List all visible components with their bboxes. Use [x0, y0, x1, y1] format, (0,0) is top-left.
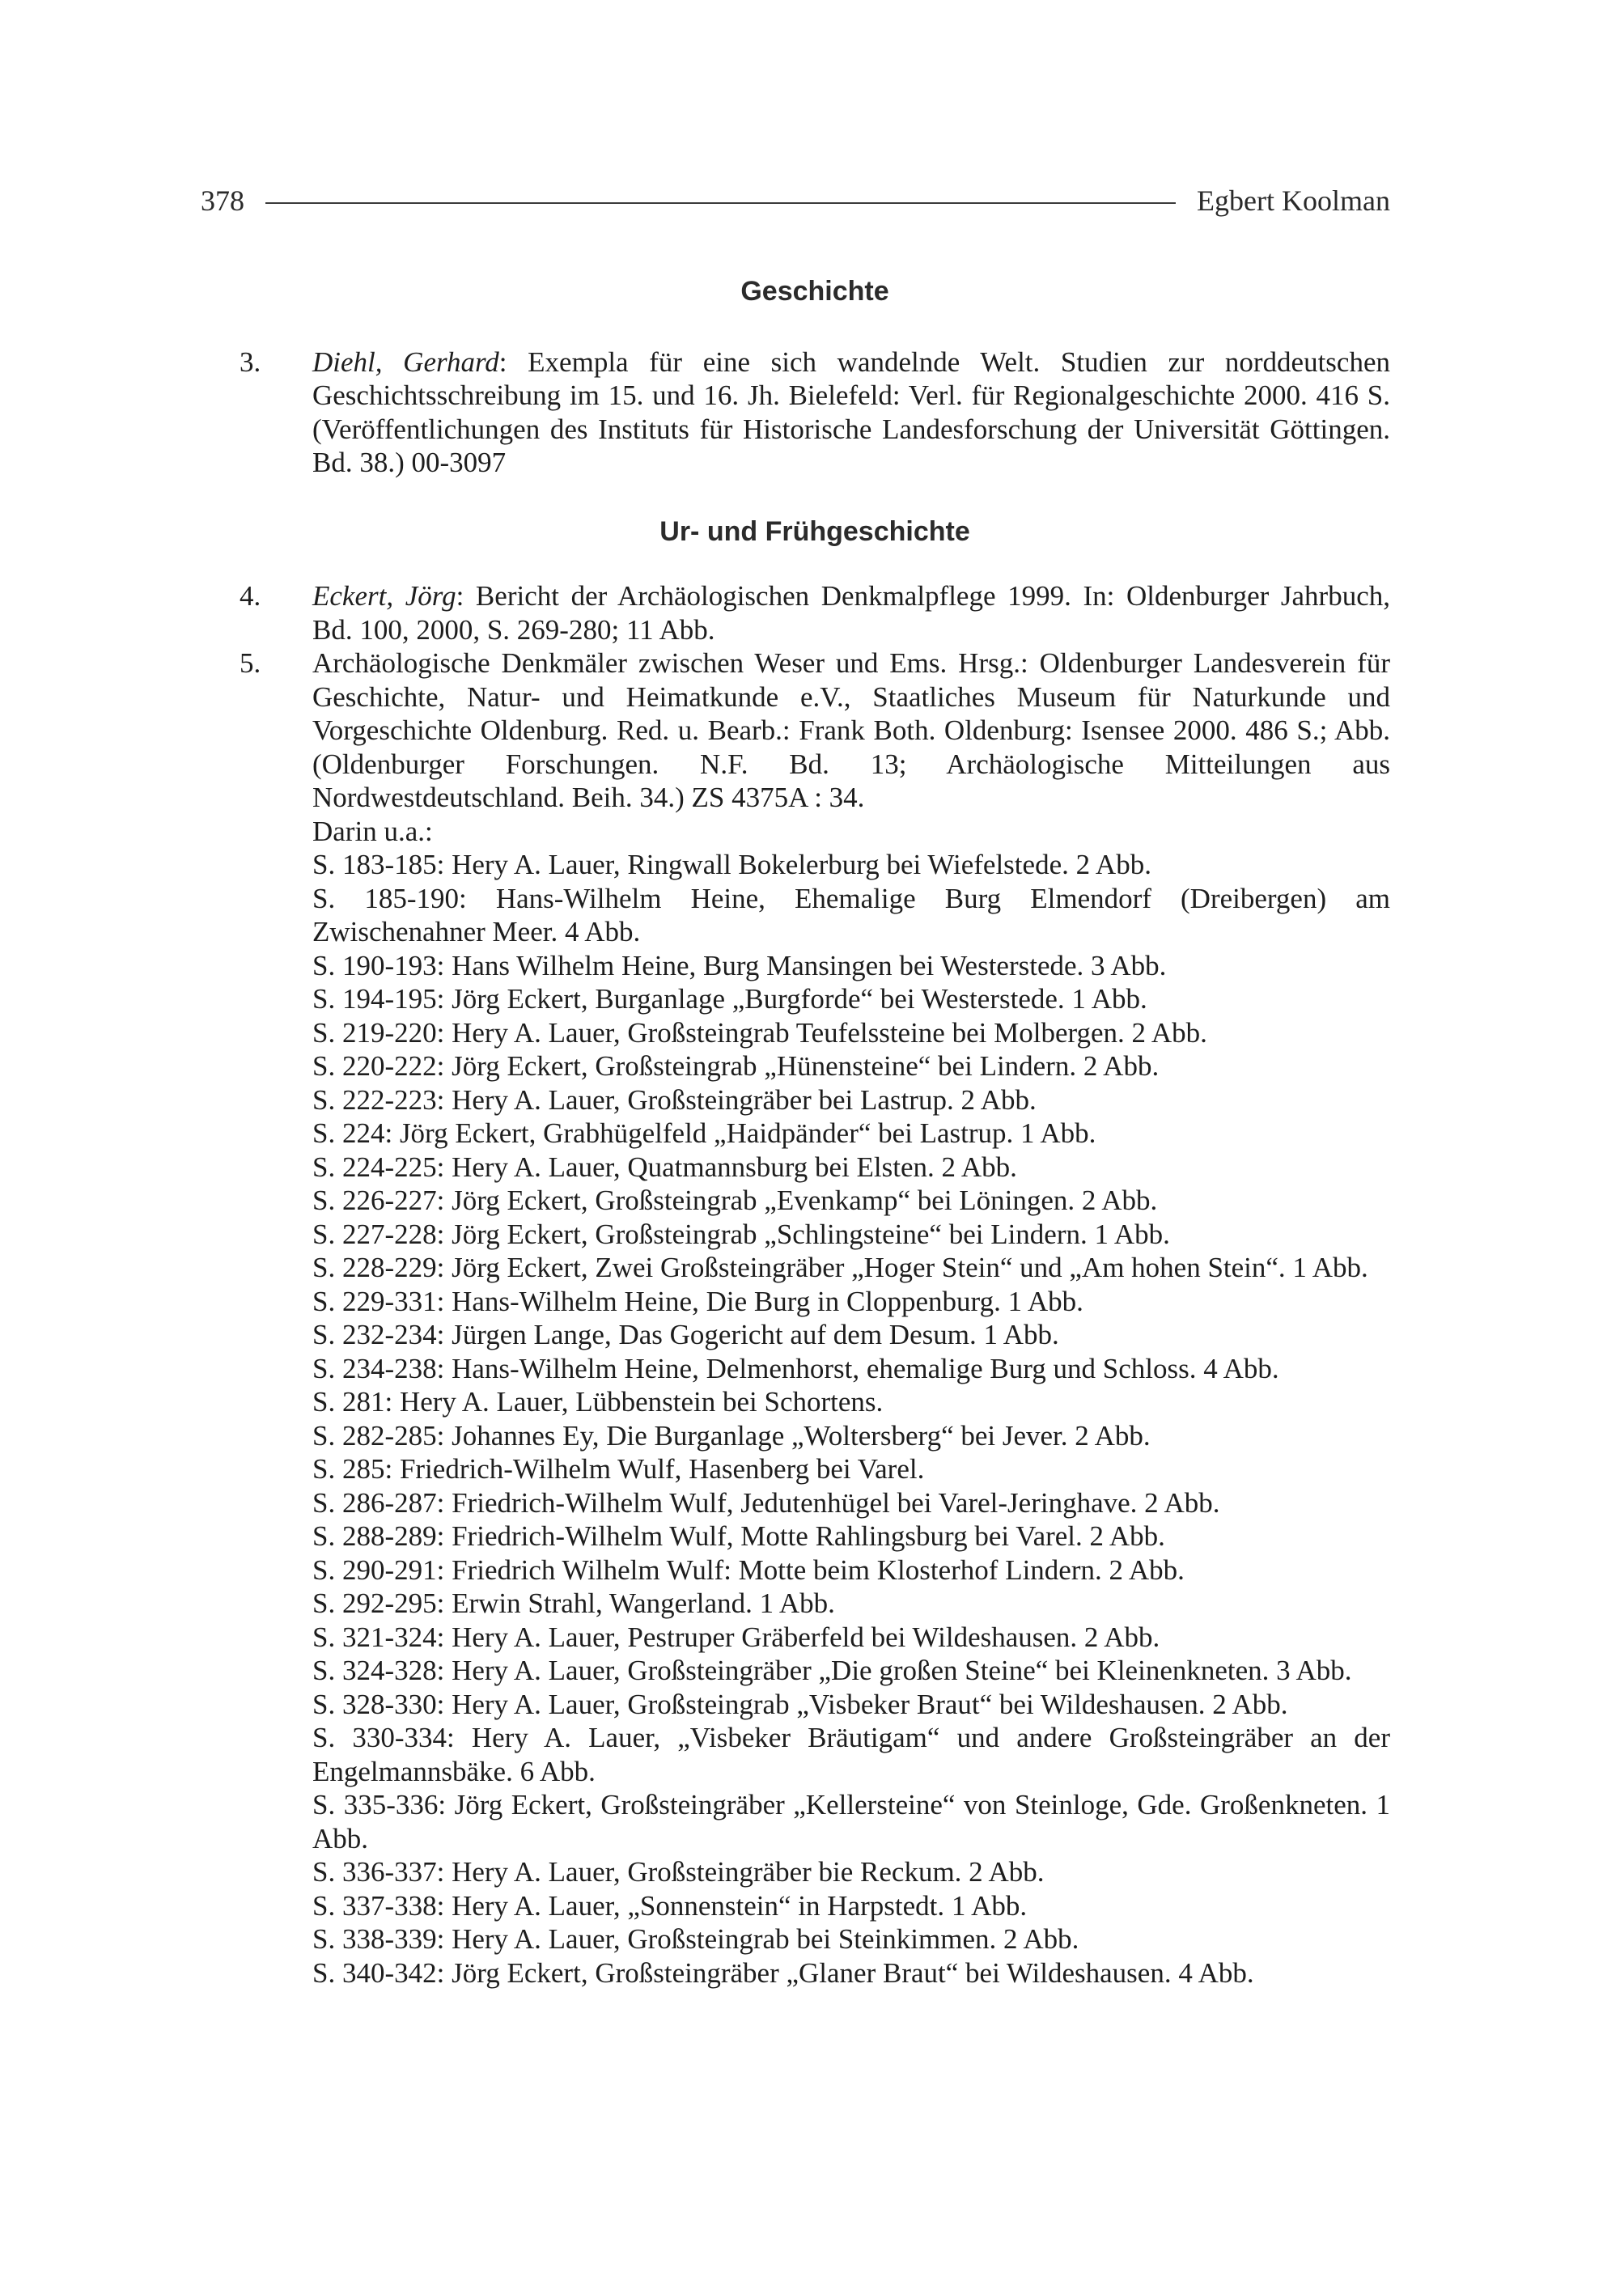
list-item: S. 190-193: Hans Wilhelm Heine, Burg Mansingen bei Westerstede. 3 Abb. [312, 949, 1167, 981]
list-item: S. 232-234: Jürgen Lange, Das Gogericht auf dem Desum. 1 Abb. [312, 1319, 1059, 1350]
darin-label: Darin u.a.: [312, 815, 433, 847]
list-item: S. 227-228: Jörg Eckert, Großsteingrab „Schlingsteine“ bei Lindern. 1 Abb. [312, 1218, 1170, 1250]
list-item: S. 286-287: Friedrich-Wilhelm Wulf, Jedutenhügel bei Varel-Jeringhave. 2 Abb. [312, 1486, 1220, 1519]
entry-number: 3. [240, 345, 261, 378]
list-item: S. 185-190: Hans-Wilhelm Heine, Ehemalige Burg Elmendorf (Dreibergen) am Zwischenahner Meer. 4 Abb. [312, 882, 1390, 947]
list-item: S. 337-338: Hery A. Lauer, „Sonnenstein“ in Harpstedt. 1 Abb. [312, 1889, 1028, 1922]
list-item: S. 224-225: Hery A. Lauer, Quatmannsburg bei Elsten. 2 Abb. [312, 1151, 1017, 1183]
list-item: S. 222-223: Hery A. Lauer, Großsteingräber bei Lastrup. 2 Abb. [312, 1083, 1037, 1116]
entry-text: : Bericht der Archäologischen Denkmalpflege 1999. In: Oldenburger Jahrbuch, Bd. 100, 2000, S. 269-280; 11 Abb. [312, 580, 1391, 646]
list-item: S. 194-195: Jörg Eckert, Burganlage „Burgforde“ bei Westerstede. 1 Abb. [312, 983, 1147, 1015]
list-item: S. 220-222: Jörg Eckert, Großsteingrab „Hünensteine“ bei Lindern. 2 Abb. [312, 1050, 1160, 1082]
entry-number: 4. [240, 580, 261, 612]
list-item: S. 226-227: Jörg Eckert, Großsteingrab „Evenkamp“ bei Löningen. 2 Abb. [312, 1185, 1158, 1216]
contents-list [312, 848, 1390, 1990]
list-item: S. 340-342: Jörg Eckert, Großsteingräber „Glaner Braut“ bei Wildeshausen. 4 Abb. [312, 1956, 1254, 1989]
running-head-author: Egbert Koolman [1197, 184, 1390, 217]
list-item: S. 336-337: Hery A. Lauer, Großsteingräber bie Reckum. 2 Abb. [312, 1856, 1045, 1888]
entry-text: : Exempla für eine sich wandelnde Welt. Studien zur norddeutschen Geschichtsschreibung im 15. und 16. Jh. Bielefeld: Verl. für Regionalgeschichte 2000. 416 S. (Veröffentlichungen des Instituts für Historische Landesforschung der Universität Göttingen. Bd. 38.) 00-3097 [312, 345, 1390, 478]
list-item: S. 328-330: Hery A. Lauer, Großsteingrab „Visbeker Braut“ bei Wildeshausen. 2 Abb. [312, 1688, 1288, 1720]
running-header [201, 178, 1390, 223]
list-item: S. 330-334: Hery A. Lauer, „Visbeker Bräutigam“ und andere Großsteingräber an der Engelmannsbäke. 6 Abb. [312, 1722, 1390, 1787]
entry-author: Eckert, Jörg [312, 580, 456, 612]
list-item: S. 282-285: Johannes Ey, Die Burganlage „Woltersberg“ bei Jever. 2 Abb. [312, 1419, 1151, 1452]
entry-number: 5. [240, 647, 261, 679]
entry-author: Diehl, Gerhard [312, 345, 499, 378]
page-body [240, 275, 1390, 1990]
list-item: S. 285: Friedrich-Wilhelm Wulf, Hasenberg bei Varel. [312, 1453, 925, 1485]
list-item: S. 183-185: Hery A. Lauer, Ringwall Bokelerburg bei Wiefelstede. 2 Abb. [312, 849, 1151, 880]
list-item: S. 224: Jörg Eckert, Grabhügelfeld „Haidpänder“ bei Lastrup. 1 Abb. [312, 1117, 1096, 1149]
list-item: S. 228-229: Jörg Eckert, Zwei Großsteingräber „Hoger Stein“ und „Am hohen Stein“. 1 Abb. [312, 1252, 1368, 1283]
header-rule [265, 202, 1176, 204]
list-item: S. 324-328: Hery A. Lauer, Großsteingräber „Die großen Steine“ bei Kleinenkneten. 3 Abb. [312, 1655, 1352, 1686]
list-item: S. 290-291: Friedrich Wilhelm Wulf: Motte beim Klosterhof Lindern. 2 Abb. [312, 1553, 1185, 1586]
list-item: S. 321-324: Hery A. Lauer, Pestruper Gräberfeld bei Wildeshausen. 2 Abb. [312, 1621, 1160, 1653]
entry-text: Archäologische Denkmäler zwischen Weser und Ems. Hrsg.: Oldenburger Landesverein für Geschichte, Natur- und Heimatkunde e.V., Staatliches Museum für Naturkunde und Vorgeschichte Oldenburg. Red. u. Bearb.: Frank Both. Oldenburg: Isensee 2000. 486 S.; Abb. (Oldenburger Forschungen. N.F. Bd. 13; Archäologische Mitteilungen aus Nordwestdeutschland. Beih. 34.) ZS 4375A : 34. [312, 647, 1390, 813]
page-number: 378 [201, 184, 244, 217]
bibliography-entry-5 [240, 646, 1390, 1990]
list-item: S. 229-331: Hans-Wilhelm Heine, Die Burg in Cloppenburg. 1 Abb. [312, 1285, 1083, 1317]
list-item: S. 335-336: Jörg Eckert, Großsteingräber „Kellersteine“ von Steinloge, Gde. Großenkneten. 1 Abb. [312, 1789, 1390, 1854]
bibliography-entry-3 [240, 345, 1390, 480]
list-item: S. 219-220: Hery A. Lauer, Großsteingrab Teufelssteine bei Molbergen. 2 Abb. [312, 1016, 1207, 1049]
list-item: S. 288-289: Friedrich-Wilhelm Wulf, Motte Rahlingsburg bei Varel. 2 Abb. [312, 1520, 1165, 1552]
section-title-ur-und-fruehgeschichte: Ur- und Frühgeschichte [659, 515, 970, 547]
section-title-geschichte: Geschichte [740, 276, 889, 307]
list-item: S. 338-339: Hery A. Lauer, Großsteingrab bei Steinkimmen. 2 Abb. [312, 1923, 1079, 1955]
bibliography-entry-4 [240, 579, 1390, 646]
list-item: S. 281: Hery A. Lauer, Lübbenstein bei Schortens. [312, 1386, 884, 1418]
list-item: S. 292-295: Erwin Strahl, Wangerland. 1 Abb. [312, 1587, 835, 1619]
list-item: S. 234-238: Hans-Wilhelm Heine, Delmenhorst, ehemalige Burg und Schloss. 4 Abb. [312, 1352, 1279, 1384]
